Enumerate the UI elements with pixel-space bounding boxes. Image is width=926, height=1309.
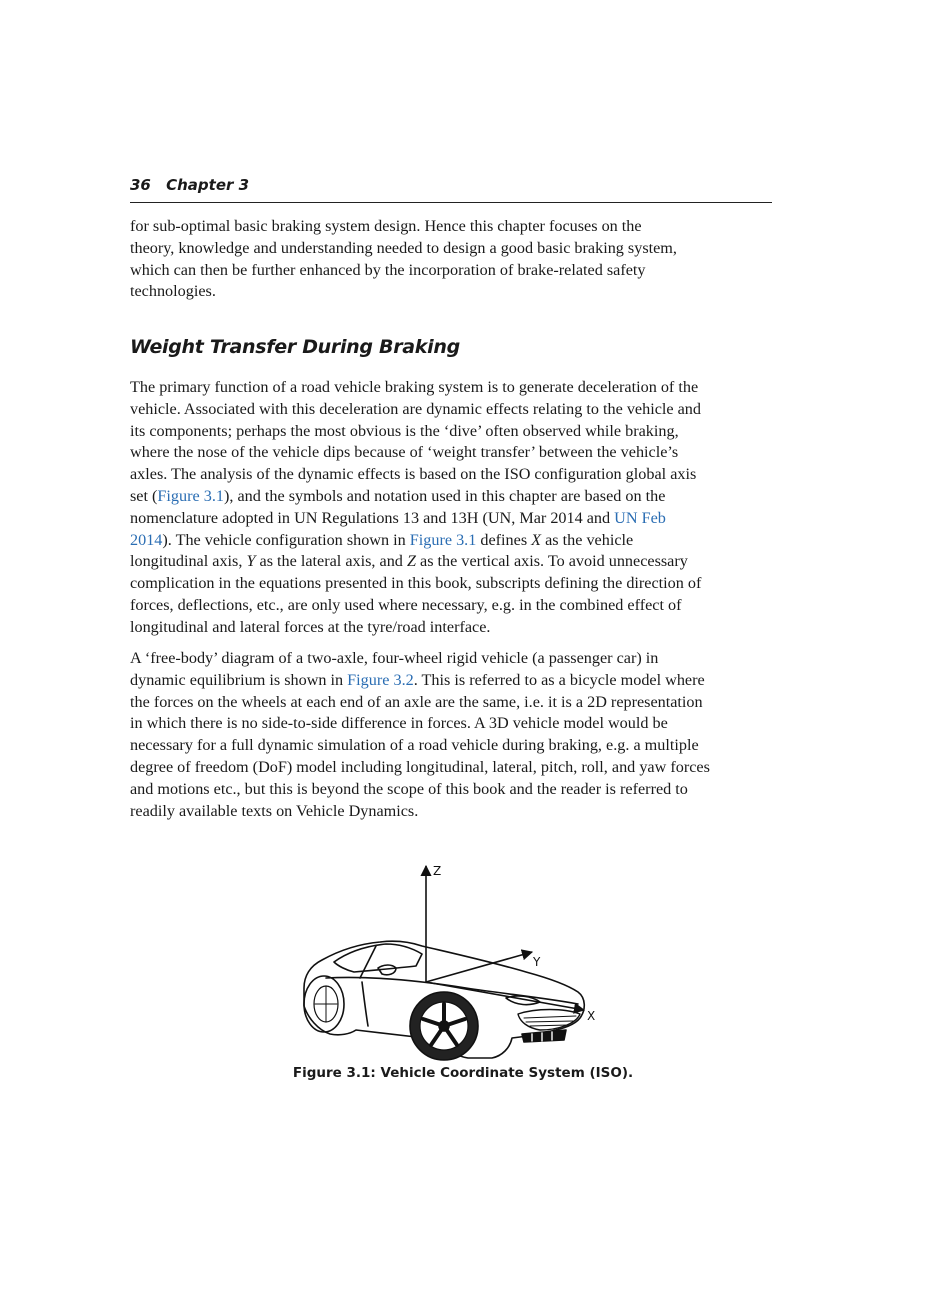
text-span: as the lateral axis, and	[255, 552, 407, 571]
un-feb-2014-link[interactable]: UN Feb	[614, 508, 666, 527]
text-line: longitudinal and lateral forces at the tyre/road interface.	[130, 617, 491, 636]
un-feb-2014-link-cont[interactable]: 2014	[130, 530, 163, 549]
text-line: where the nose of the vehicle dips because of ‘weight transfer’ between the vehicle’s	[130, 443, 679, 462]
text-line: necessary for a full dynamic simulation of a road vehicle during braking, e.g. a multiple	[130, 736, 699, 755]
door-line	[362, 982, 368, 1026]
paragraph-free-body	[130, 648, 762, 822]
figure-3-2-link[interactable]: Figure 3.2	[347, 670, 414, 689]
text-line: technologies.	[130, 282, 216, 301]
text-span: ). The vehicle configuration shown in	[162, 530, 410, 549]
car-drawing	[304, 941, 584, 1060]
figure-3-1-link[interactable]: Figure 3.1	[409, 530, 477, 549]
a-pillar	[360, 946, 376, 978]
text-span: longitudinal axis,	[130, 552, 247, 571]
lower-intake	[522, 1030, 566, 1042]
text-line	[130, 486, 762, 508]
front-hub	[439, 1021, 449, 1031]
text-line: A ‘free-body’ diagram of a two-axle, four-wheel rigid vehicle (a passenger car) in	[130, 649, 659, 667]
text-line: The primary function of a road vehicle braking system is to generate deceleration of the	[130, 378, 699, 396]
symbol-y: Y	[246, 552, 256, 571]
text-line	[130, 508, 762, 530]
symbol-z: Z	[406, 552, 416, 571]
axes	[426, 866, 584, 1010]
text-line: degree of freedom (DoF) model including longitudinal, lateral, pitch, roll, and yaw forces	[130, 757, 710, 776]
axis-label-z: Z	[433, 864, 442, 878]
text-line: the forces on the wheels at each end of an axle are the same, i.e. it is a 2D representation	[130, 692, 703, 711]
text-line: readily available texts on Vehicle Dynamics.	[130, 801, 419, 820]
text-line: for sub-optimal basic braking system design. Hence this chapter focuses on the	[130, 217, 642, 235]
axis-label-x: X	[587, 1009, 596, 1023]
text-span: defines	[476, 530, 532, 549]
text-line: axles. The analysis of the dynamic effects is based on the ISO configuration global axis	[130, 465, 697, 484]
text-line: in which there is no side-to-side difference in forces. A 3D vehicle model would be	[130, 714, 668, 733]
chapter-label: Chapter 3	[166, 176, 250, 194]
text-span: set (	[130, 486, 158, 505]
text-span: nomenclature adopted in UN Regulations 13 and 13H (UN, Mar 2014 and	[130, 508, 615, 527]
figure-3-1-link[interactable]: Figure 3.1	[157, 486, 224, 505]
text-line: and motions etc., but this is beyond the scope of this book and the reader is referred to	[130, 779, 688, 798]
axis-label-y: Y	[533, 955, 541, 969]
figure-caption: Figure 3.1: Vehicle Coordinate System (ISO).	[292, 1065, 634, 1081]
text-line: its components; perhaps the most obvious is the ‘dive’ often observed while braking,	[130, 421, 679, 440]
page-number: 36	[130, 176, 151, 194]
text-line: forces, deflections, etc., are only used where necessary, e.g. in the combined effect of	[130, 595, 682, 614]
y-axis	[426, 952, 532, 982]
text-span: dynamic equilibrium is shown in	[130, 670, 348, 689]
section-heading: Weight Transfer During Braking	[130, 336, 460, 358]
paragraph-weight-transfer	[130, 377, 762, 639]
text-line: complication in the equations presented in this book, subscripts defining the direction of	[130, 574, 702, 593]
text-span: as the vertical axis. To avoid unnecessary	[415, 552, 688, 571]
grille	[518, 1010, 580, 1031]
text-line: vehicle. Associated with this deceleration are dynamic effects relating to the vehicle and	[130, 399, 701, 418]
text-span: . This is referred to as a bicycle model where	[413, 670, 705, 689]
running-header	[130, 176, 772, 203]
paragraph-intro	[130, 216, 762, 303]
text-line	[130, 670, 762, 692]
vehicle-coordinate-figure	[296, 858, 616, 1068]
symbol-x: X	[531, 530, 542, 549]
text-line: theory, knowledge and understanding needed to design a good basic braking system,	[130, 238, 677, 257]
text-span: as the vehicle	[541, 530, 634, 549]
text-span: ), and the symbols and notation used in this chapter are based on the	[223, 486, 666, 505]
text-line	[130, 551, 762, 573]
text-line: which can then be further enhanced by the incorporation of brake-related safety	[130, 260, 646, 279]
text-line	[130, 530, 762, 552]
